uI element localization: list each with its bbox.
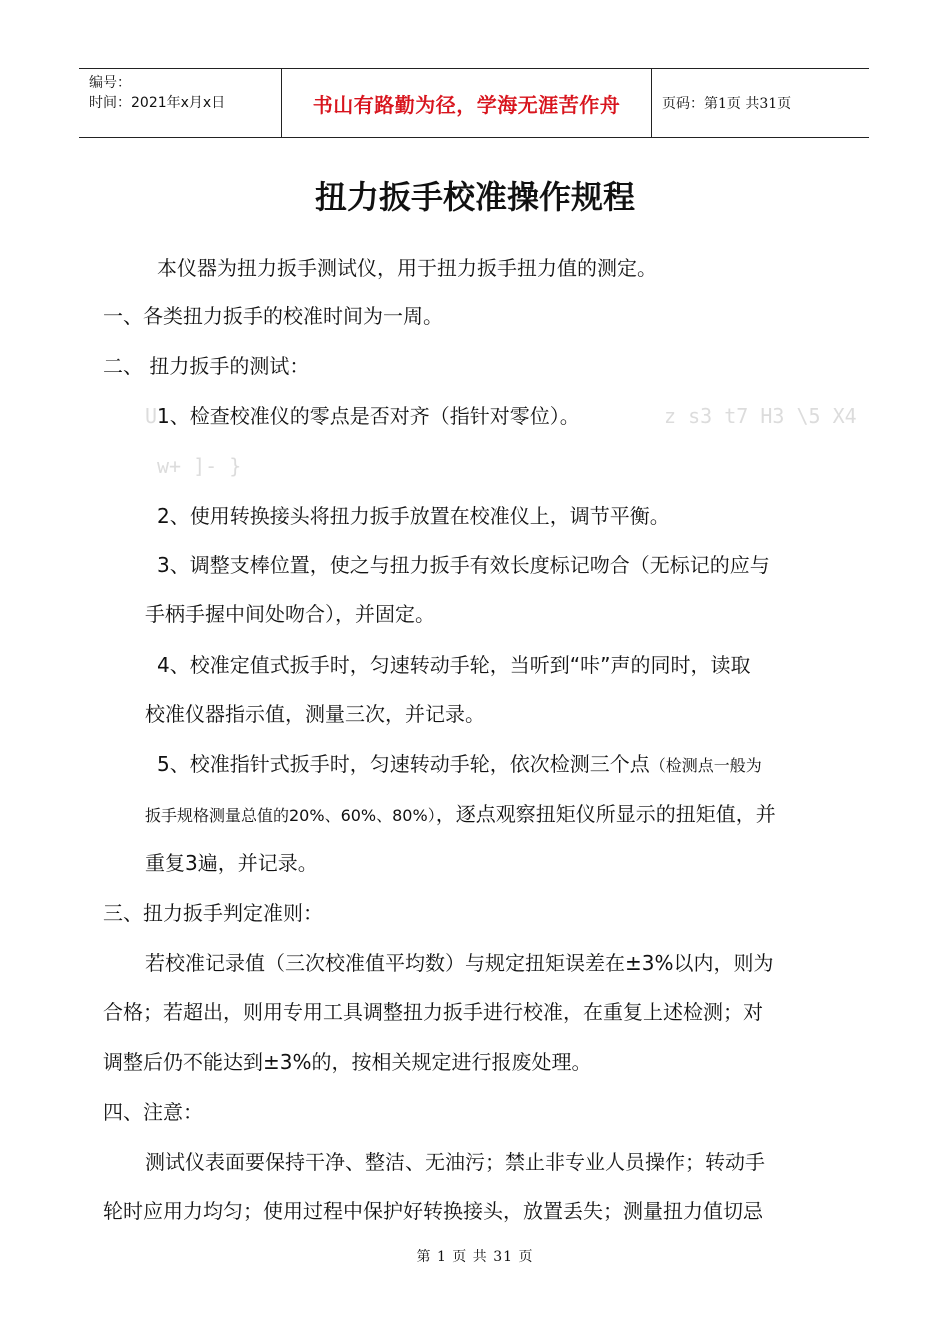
motto-text: 书山有路勤为径，学海无涯苦作舟 (312, 92, 621, 117)
page-info: 页码：第1页 共31页 (662, 96, 792, 112)
criteria-line-2: 合格；若超出，则用专用工具调整扭力扳手进行校准，在重复上述检测；对 (103, 1000, 763, 1024)
step-3-line-2: 手柄手握中间处吻合），并固定。 (145, 602, 435, 626)
step-5-line-3: 重复3遍，并记录。 (145, 851, 318, 875)
notes-line-1: 测试仪表面要保持干净、整洁、无油污；禁止非专业人员操作；转动手 (145, 1150, 765, 1174)
intro-paragraph: 本仪器为扭力扳手测试仪，用于扭力扳手扭力值的测定。 (157, 256, 657, 280)
criteria-line-1: 若校准记录值（三次校准值平均数）与规定扭矩误差在±3%以内，则为 (145, 951, 774, 975)
page-footer: 第 1 页 共 31 页 (416, 1249, 534, 1265)
step-3-line-1: 3、调整支棒位置，使之与扭力扳手有效长度标记吻合（无标记的应与 (157, 553, 770, 577)
section-3-heading: 三、扭力扳手判定准则： (103, 901, 323, 925)
faint-artifact-line: w+ ]- } (157, 454, 242, 478)
header-motto-cell (281, 69, 652, 137)
faint-artifact-prefix: U (145, 404, 158, 428)
step-5-main-continued: ，逐点观察扭矩仪所显示的扭矩值，并 (435, 802, 776, 826)
header-page-cell (652, 69, 869, 137)
step-5-main-text: 5、校准指针式扳手时，匀速转动手轮，依次检测三个点 (157, 752, 650, 776)
step-1: 1、检查校准仪的零点是否对齐（指针对零位）。 (157, 404, 580, 428)
step-5-note-start: （检测点一般为 (649, 756, 762, 775)
time-label: 时间：2021年x月x日 (89, 95, 226, 111)
header-left-cell (79, 69, 281, 137)
step-2: 2、使用转换接头将扭力扳手放置在校准仪上，调节平衡。 (157, 504, 670, 528)
step-4-line-2: 校准仪器指示值，测量三次，并记录。 (145, 702, 485, 726)
step-4-line-1: 4、校准定值式扳手时，匀速转动手轮，当听到“咔”声的同时，读取 (157, 653, 751, 677)
document-header (79, 68, 869, 138)
faint-artifact-tail: z s3 t7 H3 \5 X4 (664, 404, 857, 428)
step-5-line-1 (157, 750, 762, 780)
criteria-line-3: 调整后仍不能达到±3%的，按相关规定进行报废处理。 (103, 1050, 592, 1074)
document-title: 扭力扳手校准操作规程 (314, 178, 635, 216)
section-2-heading: 二、 扭力扳手的测试： (103, 354, 310, 378)
step-5-line-2 (145, 800, 776, 830)
number-label: 编号： (89, 75, 131, 91)
section-1-heading: 一、各类扭力扳手的校准时间为一周。 (103, 304, 443, 328)
section-4-heading: 四、注意： (103, 1100, 203, 1124)
step-5-note-end: 扳手规格测量总值的20%、60%、80%） (145, 806, 436, 825)
notes-line-2: 轮时应用力均匀；使用过程中保护好转换接头，放置丢失；测量扭力值切忌 (103, 1199, 763, 1223)
